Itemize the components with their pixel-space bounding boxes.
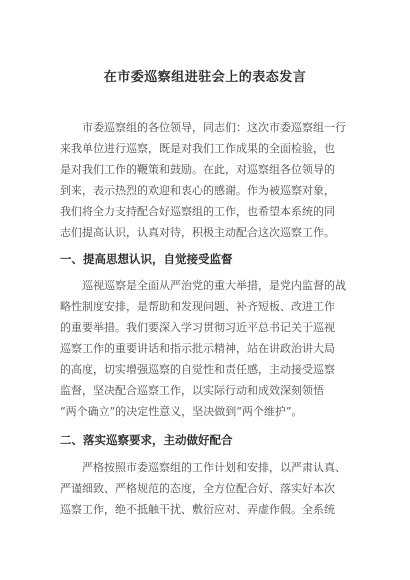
section-1-line-3: 的重要举措。我们要深入学习贯彻习近平总书记关于巡视 xyxy=(60,321,335,334)
section-1-heading: 一、提高思想认识，自觉接受监督 xyxy=(60,252,233,266)
section-1-line-6: 监督，坚决配合巡察工作，以实际行动和成效深刻领悟 xyxy=(60,384,324,397)
section-1-line-4: 巡察工作的重要讲话和指示批示精神，站在讲政治讲大局 xyxy=(60,342,335,355)
section-1-line-5: 的高度，切实增强巡察的自觉性和责任感，主动接受巡察 xyxy=(60,363,335,376)
section-2-heading: 二、落实巡察要求，主动做好配合 xyxy=(60,433,233,447)
section-2-paragraph xyxy=(60,457,360,520)
section-2-line-2: 严谨细致、严格规范的态度，全方位配合好、落实好本次 xyxy=(60,482,335,495)
intro-line-4: 到来，表示热烈的欢迎和衷心的感谢。作为被巡察对象， xyxy=(60,184,335,197)
section-1-line-2: 略性制度安排，是帮助和发现问题、补齐短板、改进工作 xyxy=(60,300,335,313)
section-2-line-3: 巡察工作，绝不抵触干扰、敷衍应对、弄虚作假。全系统 xyxy=(60,503,335,516)
intro-line-5: 我们将全力支持配合好巡察组的工作，也希望本系统的同 xyxy=(60,205,335,218)
intro-line-3: 是对我们工作的鞭策和鼓励。在此，对巡察组各位领导的 xyxy=(60,163,335,176)
section-1-paragraph xyxy=(60,275,360,422)
intro-paragraph xyxy=(60,117,360,243)
intro-line-2: 来我单位进行巡察，既是对我们工作成果的全面检验，也 xyxy=(60,142,335,155)
document-title: 在市委巡察组进驻会上的表态发言 xyxy=(103,70,307,85)
section-1-line-7: “两个确立”的决定性意义，坚决做到“两个维护”。 xyxy=(60,405,303,418)
section-1-line-1: 巡视巡察是全面从严治党的重大举措，是党内监督的战 xyxy=(82,279,346,292)
intro-line-1: 市委巡察组的各位领导，同志们：这次市委巡察组一行 xyxy=(82,121,346,134)
section-2-line-1: 严格按照市委巡察组的工作计划和安排，以严肃认真、 xyxy=(82,461,346,474)
intro-line-6: 志们提高认识，认真对待，积极主动配合这次巡察工作。 xyxy=(60,226,335,239)
